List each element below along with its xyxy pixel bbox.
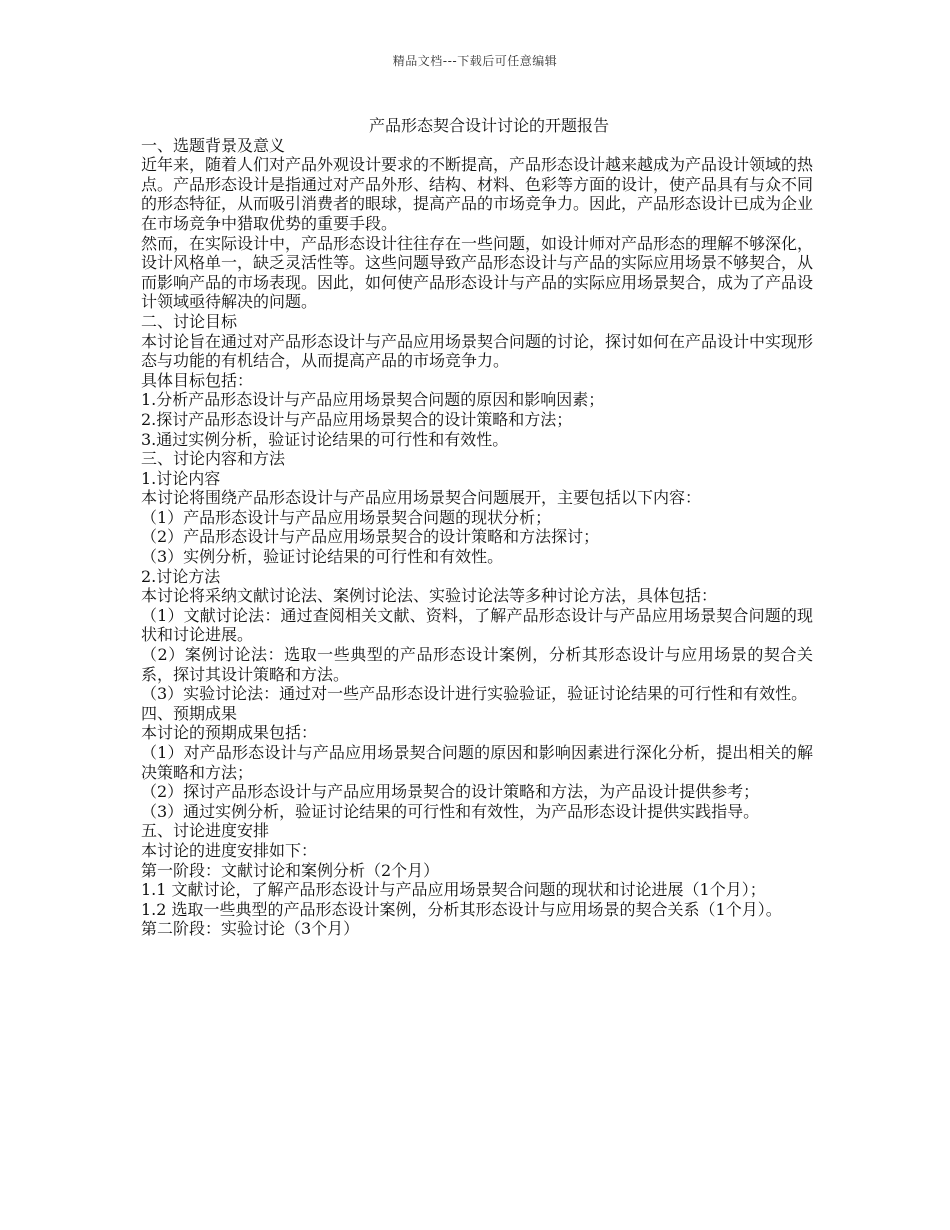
document-body: [141, 116, 813, 939]
list-item-method-2: （2）案例讨论法：选取一些典型的产品形态设计案例，分析其形态设计与应用场景的契合关系，探讨其设计策略和方法。: [141, 645, 813, 684]
section-heading-content-methods: 三、讨论内容和方法: [141, 449, 286, 469]
subheading-methods: 2.讨论方法: [141, 566, 221, 586]
section-heading-schedule: 五、讨论进度安排: [141, 821, 270, 841]
section-heading-background: 一、选题背景及意义: [141, 135, 286, 155]
list-item-content-1: （1）产品形态设计与产品应用场景契合问题的现状分析；: [141, 507, 552, 527]
section-heading-outcomes: 四、预期成果: [141, 703, 238, 723]
list-item-method-3: （3）实验讨论法：通过对一些产品形态设计进行实验验证，验证讨论结果的可行性和有效性。: [141, 684, 808, 704]
paragraph-goals-intro: 具体目标包括：: [141, 370, 254, 390]
paragraph-background-1: 近年来，随着人们对产品外观设计要求的不断提高，产品形态设计越来越成为产品设计领域的热点。产品形态设计是指通过对产品外形、结构、材料、色彩等方面的设计，使产品具有与众不同的形态特征，从而吸引消费者的眼球，提高产品的市场竞争力。因此，产品形态设计已成为企业在市场竞争中猎取优势的重要手段。: [141, 155, 814, 233]
schedule-item-1-1: 1.1 文献讨论，了解产品形态设计与产品应用场景契合问题的现状和讨论进展（1个月）；: [141, 880, 766, 900]
paragraph-outcomes-intro: 本讨论的预期成果包括：: [141, 723, 318, 743]
paragraph-methods-intro: 本讨论将采纳文献讨论法、案例讨论法、实验讨论法等多种讨论方法，具体包括：: [141, 586, 718, 606]
list-item-goal-2: 2.探讨产品形态设计与产品应用场景契合的设计策略和方法；: [141, 409, 573, 429]
list-item-outcome-1: （1）对产品形态设计与产品应用场景契合问题的原因和影响因素进行深化分析，提出相关的解决策略和方法；: [141, 743, 813, 782]
schedule-phase-1: 第一阶段：文献讨论和案例分析（2个月）: [141, 860, 440, 880]
schedule-phase-2: 第二阶段：实验讨论（3个月）: [141, 919, 360, 939]
list-item-content-2: （2）产品形态设计与产品应用场景契合的设计策略和方法探讨；: [141, 527, 600, 547]
subheading-content: 1.讨论内容: [141, 468, 221, 488]
paragraph-goals: 本讨论旨在通过对产品形态设计与产品应用场景契合问题的讨论，探讨如何在产品设计中实现形态与功能的有机结合，从而提高产品的市场竞争力。: [141, 331, 814, 371]
schedule-item-1-2: 1.2 选取一些典型的产品形态设计案例，分析其形态设计与应用场景的契合关系（1个月）。: [141, 899, 782, 919]
paragraph-background-2: 然而，在实际设计中，产品形态设计往往存在一些问题，如设计师对产品形态的理解不够深化，设计风格单一，缺乏灵活性等。这些问题导致产品形态设计与产品的实际应用场景不够契合，从而影响产品的市场表现。因此，如何使产品形态设计与产品的实际应用场景契合，成为了产品设计领域亟待解决的问题。: [141, 233, 814, 312]
list-item-goal-1: 1.分析产品形态设计与产品应用场景契合问题的原因和影响因素；: [141, 390, 605, 410]
paragraph-content-intro: 本讨论将围绕产品形态设计与产品应用场景契合问题展开，主要包括以下内容：: [141, 488, 702, 508]
page-header-watermark: 精品文档---下载后可任意编辑: [392, 54, 558, 68]
list-item-outcome-2: （2）探讨产品形态设计与产品应用场景契合的设计策略和方法，为产品设计提供参考；: [141, 782, 760, 802]
paragraph-schedule-intro: 本讨论的进度安排如下：: [141, 840, 318, 860]
list-item-outcome-3: （3）通过实例分析，验证讨论结果的可行性和有效性，为产品形态设计提供实践指导。: [141, 801, 760, 821]
list-item-goal-3: 3.通过实例分析，验证讨论结果的可行性和有效性。: [141, 429, 509, 449]
list-item-content-3: （3）实例分析，验证讨论结果的可行性和有效性。: [141, 547, 504, 567]
document-title: 产品形态契合设计讨论的开题报告: [368, 116, 609, 135]
section-heading-goals: 二、讨论目标: [141, 311, 238, 331]
list-item-method-1: （1）文献讨论法：通过查阅相关文献、资料，了解产品形态设计与产品应用场景契合问题的现状和讨论进展。: [141, 605, 813, 645]
